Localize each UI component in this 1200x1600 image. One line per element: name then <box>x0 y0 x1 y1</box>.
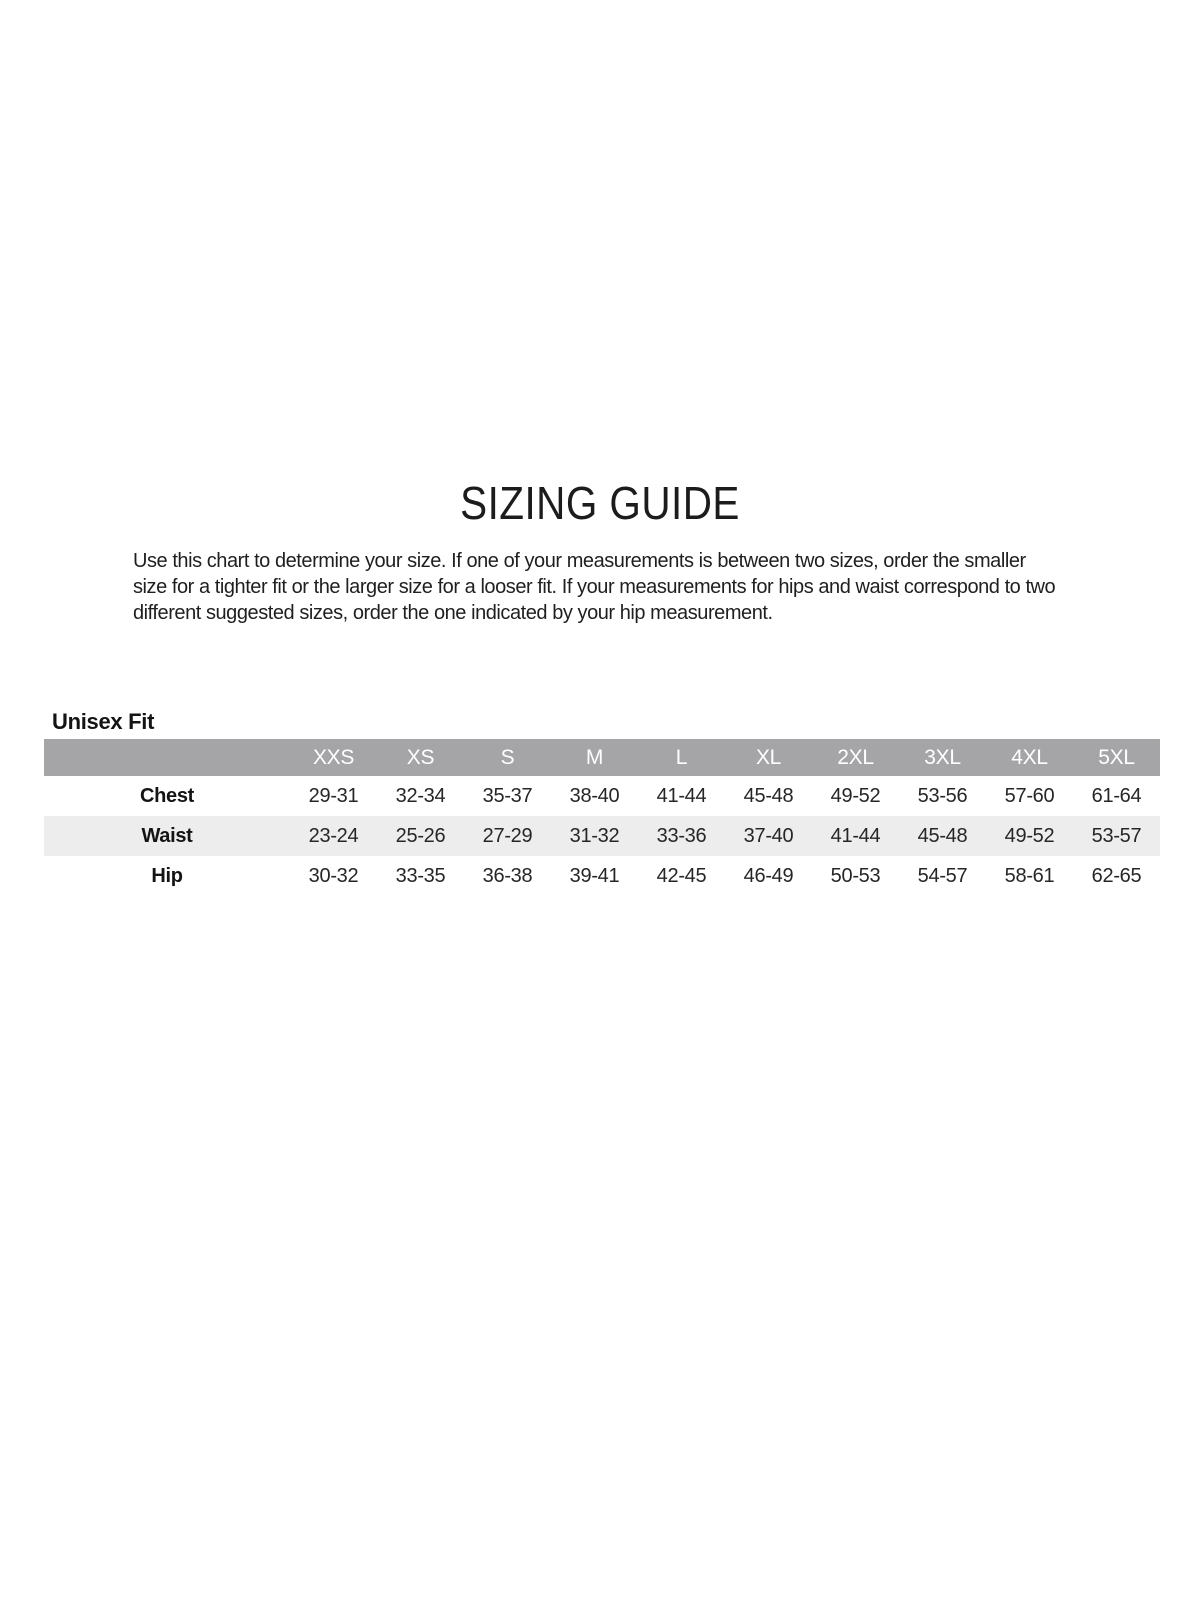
page-title: SIZING GUIDE <box>460 477 740 529</box>
table-row-hip <box>44 856 1160 896</box>
hip-value-2xl: 50-53 <box>812 856 899 896</box>
table-row-chest <box>44 776 1160 816</box>
chest-value-l: 41-44 <box>638 776 725 816</box>
waist-value-m: 31-32 <box>551 816 638 856</box>
row-label-chest: Chest <box>44 776 290 816</box>
waist-value-l: 33-36 <box>638 816 725 856</box>
hip-value-4xl: 58-61 <box>986 856 1073 896</box>
section-heading-unisex-fit: Unisex Fit <box>52 709 155 734</box>
size-column-header-l: L <box>638 739 725 776</box>
hip-value-xxs: 30-32 <box>290 856 377 896</box>
size-header-row <box>44 739 1160 776</box>
chest-value-xl: 45-48 <box>725 776 812 816</box>
waist-value-xl: 37-40 <box>725 816 812 856</box>
chest-value-xxs: 29-31 <box>290 776 377 816</box>
row-label-waist: Waist <box>44 816 290 856</box>
size-column-header-xl: XL <box>725 739 812 776</box>
hip-value-5xl: 62-65 <box>1073 856 1160 896</box>
chest-value-3xl: 53-56 <box>899 776 986 816</box>
chest-value-xs: 32-34 <box>377 776 464 816</box>
size-column-header-4xl: 4XL <box>986 739 1073 776</box>
table-row-waist <box>44 816 1160 856</box>
chest-value-4xl: 57-60 <box>986 776 1073 816</box>
waist-value-xxs: 23-24 <box>290 816 377 856</box>
corner-cell <box>44 739 290 776</box>
chest-value-s: 35-37 <box>464 776 551 816</box>
intro-paragraph: Use this chart to determine your size. If one of your measurements is between two sizes, order the smaller size for a tighter fit or the larger size for a looser fit. If your measurements for hips and waist correspond to two different suggested sizes, order the one indicated by your hip measurement. <box>133 550 1056 624</box>
size-column-header-5xl: 5XL <box>1073 739 1160 776</box>
size-chart <box>44 739 1160 896</box>
chest-value-5xl: 61-64 <box>1073 776 1160 816</box>
row-label-hip: Hip <box>44 856 290 896</box>
waist-value-2xl: 41-44 <box>812 816 899 856</box>
chest-value-m: 38-40 <box>551 776 638 816</box>
waist-value-xs: 25-26 <box>377 816 464 856</box>
hip-value-xs: 33-35 <box>377 856 464 896</box>
hip-value-s: 36-38 <box>464 856 551 896</box>
size-column-header-m: M <box>551 739 638 776</box>
waist-value-s: 27-29 <box>464 816 551 856</box>
waist-value-5xl: 53-57 <box>1073 816 1160 856</box>
hip-value-xl: 46-49 <box>725 856 812 896</box>
chest-value-2xl: 49-52 <box>812 776 899 816</box>
size-column-header-xs: XS <box>377 739 464 776</box>
size-column-header-2xl: 2XL <box>812 739 899 776</box>
hip-value-m: 39-41 <box>551 856 638 896</box>
waist-value-3xl: 45-48 <box>899 816 986 856</box>
size-chart-table <box>44 739 1160 896</box>
size-column-header-3xl: 3XL <box>899 739 986 776</box>
waist-value-4xl: 49-52 <box>986 816 1073 856</box>
hip-value-l: 42-45 <box>638 856 725 896</box>
size-column-header-xxs: XXS <box>290 739 377 776</box>
hip-value-3xl: 54-57 <box>899 856 986 896</box>
size-column-header-s: S <box>464 739 551 776</box>
